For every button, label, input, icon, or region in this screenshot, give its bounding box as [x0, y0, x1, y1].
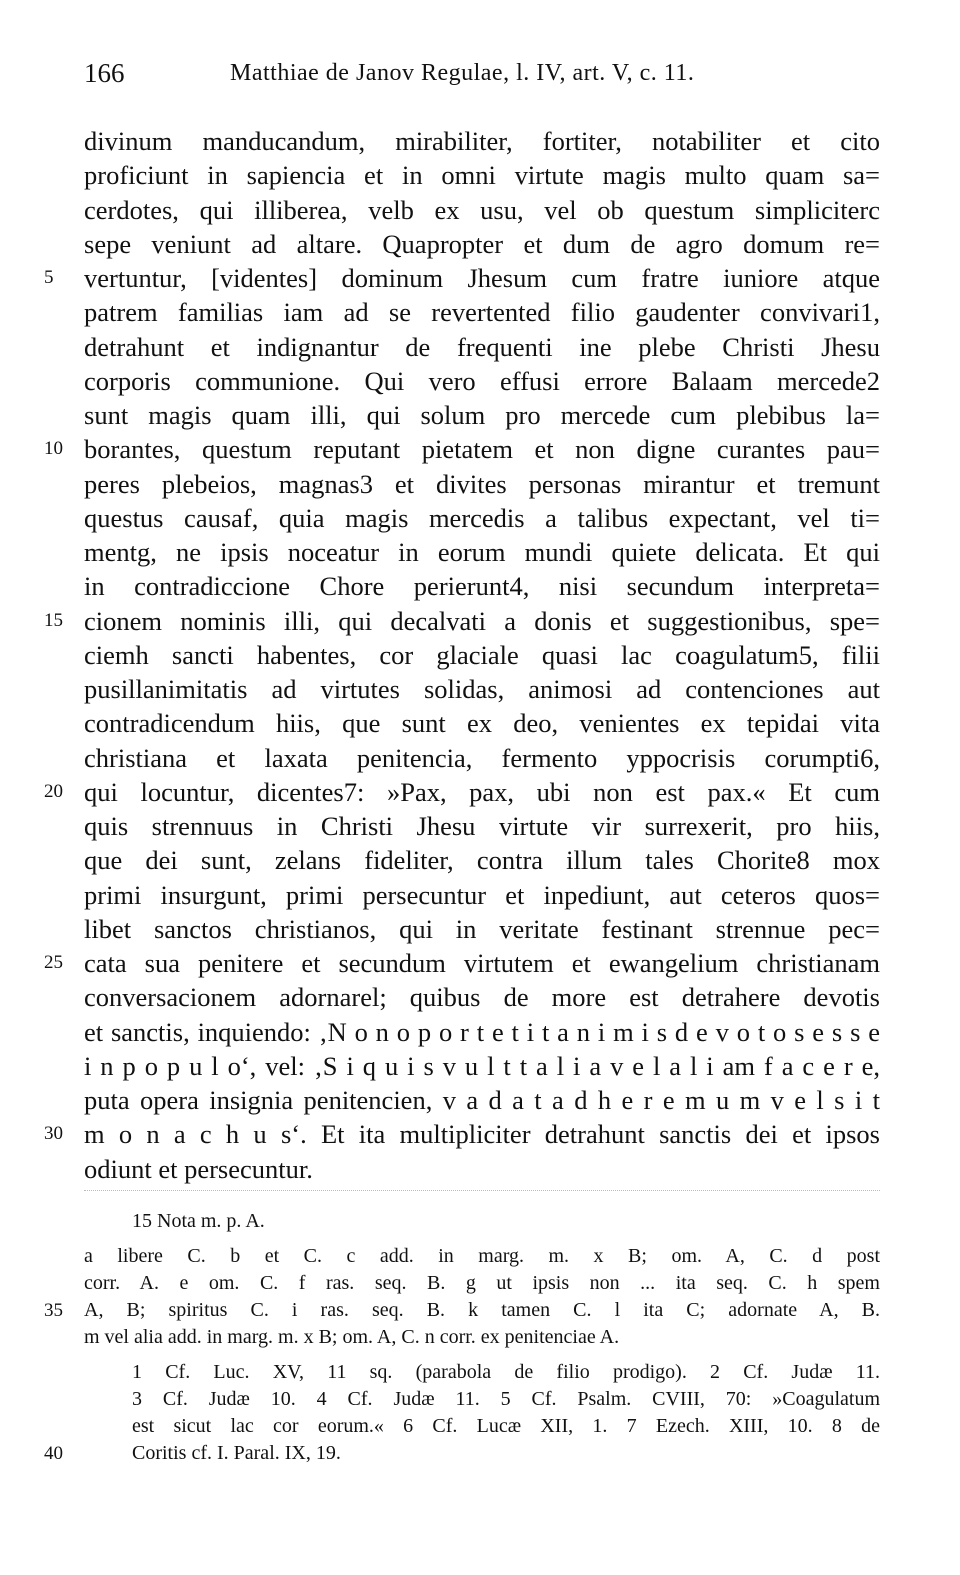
text-line: [84, 193, 880, 227]
line-text: contradicendum hiis, que sunt ex deo, venientes ex tepidai vita: [84, 708, 880, 739]
text-line: [84, 364, 880, 398]
line-text: cerdotes, qui illiberea, velb ex usu, vel ob questum simpliciterc: [84, 194, 880, 225]
line-number: 25: [44, 952, 63, 973]
text-line: [84, 569, 880, 603]
text-line: [84, 878, 880, 912]
line-text: odiunt et persecuntur.: [84, 1153, 313, 1184]
text-line: [84, 706, 880, 740]
line-text: 3 Cf. Judæ 10. 4 Cf. Judæ 11. 5 Cf. Psalm. CVIII, 70: »Coagulatum: [132, 1388, 880, 1410]
critical-note-line: [84, 1270, 880, 1297]
line-text: patrem familias iam ad se revertented filio gaudenter convivari1,: [84, 297, 880, 328]
source-note-line: [84, 1386, 880, 1413]
text-line: [84, 980, 880, 1014]
text-line: [84, 1015, 880, 1049]
line-text: et sanctis, inquiendo: ‚N o n o p o r t e t i t a n i m i s d e v o t o s e s s e: [84, 1016, 880, 1047]
line-text: A, B; spiritus C. i ras. seq. B. k tamen C. l ita C; adornate A, B.: [84, 1299, 880, 1321]
text-line: [84, 501, 880, 535]
line-number: 35: [44, 1300, 63, 1321]
line-text: primi insurgunt, primi persecuntur et inpediunt, aut ceteros quos=: [84, 879, 880, 910]
line-text: detrahunt et indignantur de frequenti ine plebe Christi Jhesu: [84, 331, 880, 362]
line-text: vertuntur, [videntes] dominum Jhesum cum fratre iuniore atque: [84, 263, 880, 293]
critical-note-line: [84, 1243, 880, 1270]
line-text: qui locuntur, dicentes7: »Pax, pax, ubi non est pax.« Et cum: [84, 776, 880, 807]
line-text: proficiunt in sapiencia et in omni virtute magis multo quam sa=: [84, 160, 880, 191]
text-line: [84, 1152, 880, 1186]
line-text: ciemh sancti habentes, cor glaciale quasi lac coagulatum5, filii: [84, 639, 880, 670]
line-text: 1 Cf. Luc. XV, 11 sq. (parabola de filio prodigo). 2 Cf. Judæ 11.: [132, 1361, 880, 1383]
text-line: [84, 398, 880, 432]
line-text: m vel alia add. in marg. m. x B; om. A, C. n corr. ex penitenciae A.: [84, 1326, 620, 1348]
source-apparatus: [44, 1359, 880, 1467]
line-number: 20: [44, 780, 63, 802]
line-text: puta opera insignia penitencien, v a d a t a d h e r e m u m v e l s i t: [84, 1085, 880, 1115]
text-line: [84, 809, 880, 843]
source-note-line: [84, 1413, 880, 1440]
line-text: borantes, questum reputant pietatem et non digne curantes pau=: [84, 434, 880, 465]
text-line: [84, 467, 880, 501]
line-text: in contradiccione Chore perierunt4, nisi secundum interpreta=: [84, 571, 880, 602]
text-line: [84, 535, 880, 569]
page-number: 166: [84, 58, 125, 88]
line-text: cionem nominis illi, qui decalvati a donis et suggestionibus, spe=: [84, 605, 880, 636]
line-text: corporis communione. Qui vero effusi errore Balaam mercede2: [84, 365, 880, 396]
text-line: [84, 330, 880, 364]
main-text: [44, 124, 880, 1186]
text-line: [44, 604, 880, 638]
line-text: sunt magis quam illi, qui solum pro mercede cum plebibus la=: [84, 400, 880, 430]
text-line: [84, 672, 880, 706]
text-line: [84, 124, 880, 158]
source-note-line: [84, 1359, 880, 1386]
line-number: 5: [44, 267, 54, 288]
critical-apparatus: [44, 1243, 880, 1351]
text-line: [44, 1117, 880, 1151]
text-line: [84, 912, 880, 946]
text-line: [44, 432, 880, 466]
line-number: 15: [44, 609, 63, 631]
line-text: peres plebeios, magnas3 et divites personas mirantur et tremunt: [84, 468, 880, 499]
line-number: 40: [44, 1443, 63, 1464]
critical-note-line: [84, 1324, 880, 1351]
line-text: Coritis cf. I. Paral. IX, 19.: [132, 1442, 341, 1464]
line-text: conversacionem adornarel; quibus de more est detrahere devotis: [84, 982, 880, 1013]
line-text: sepe veniunt ad altare. Quapropter et dum de agro domum re=: [84, 228, 880, 259]
text-line: [44, 775, 880, 809]
text-line: [84, 158, 880, 192]
line-text: questus causaf, quia magis mercedis a talibus expectant, vel ti=: [84, 502, 880, 533]
line-text: corr. A. e om. C. f ras. seq. B. g ut ipsis non ... ita seq. C. h spem: [84, 1272, 880, 1294]
text-line: [84, 227, 880, 261]
text-line: [44, 261, 880, 295]
marginal-note: 15 Nota m. p. A.: [132, 1210, 265, 1232]
line-text: libet sanctos christianos, qui in veritate festinant strennue pec=: [84, 913, 880, 944]
text-line: [84, 638, 880, 672]
text-line: [84, 1083, 880, 1117]
line-text: que dei sunt, zelans fideliter, contra illum tales Chorite8 mox: [84, 845, 880, 876]
line-text: m o n a c h u s‘. Et ita multipliciter detrahunt sanctis dei et ipsos: [84, 1119, 880, 1150]
text-line: [44, 946, 880, 980]
text-line: [84, 295, 880, 329]
line-text: pusillanimitatis ad virtutes solidas, animosi ad contenciones aut: [84, 674, 880, 704]
line-text: mentg, ne ipsis noceatur in eorum mundi quiete delicata. Et qui: [84, 537, 880, 567]
page-header: [84, 58, 884, 98]
line-text: a libere C. b et C. c add. in marg. m. x B; om. A, C. d post: [84, 1245, 880, 1267]
line-text: i n p o p u l o‘, vel: ‚S i q u i s v u l t t a l i a v e l a l i am f a c e r e,: [84, 1050, 880, 1081]
line-number: 30: [44, 1123, 63, 1145]
running-title: Matthiae de Janov Regulae, l. IV, art. V, c. 11.: [230, 60, 695, 86]
text-line: [84, 1049, 880, 1083]
line-number: 10: [44, 438, 63, 460]
critical-note-line: [44, 1297, 880, 1324]
line-text: cata sua penitere et secundum virtutem et ewangelium christianam: [84, 948, 880, 978]
footnotes: [44, 1208, 880, 1467]
line-text: divinum manducandum, mirabiliter, fortiter, notabiliter et cito: [84, 126, 880, 156]
line-text: est sicut lac cor eorum.« 6 Cf. Lucæ XII, 1. 7 Ezech. XIII, 10. 8 de: [132, 1415, 880, 1437]
line-text: christiana et laxata penitencia, fermento yppocrisis corumpti6,: [84, 742, 880, 773]
text-line: [84, 741, 880, 775]
footnote-separator: [84, 1190, 880, 1192]
line-text: quis strennuus in Christi Jhesu virtute vir surrexerit, pro hiis,: [84, 811, 880, 841]
text-line: [84, 843, 880, 877]
source-note-line: [44, 1440, 880, 1467]
